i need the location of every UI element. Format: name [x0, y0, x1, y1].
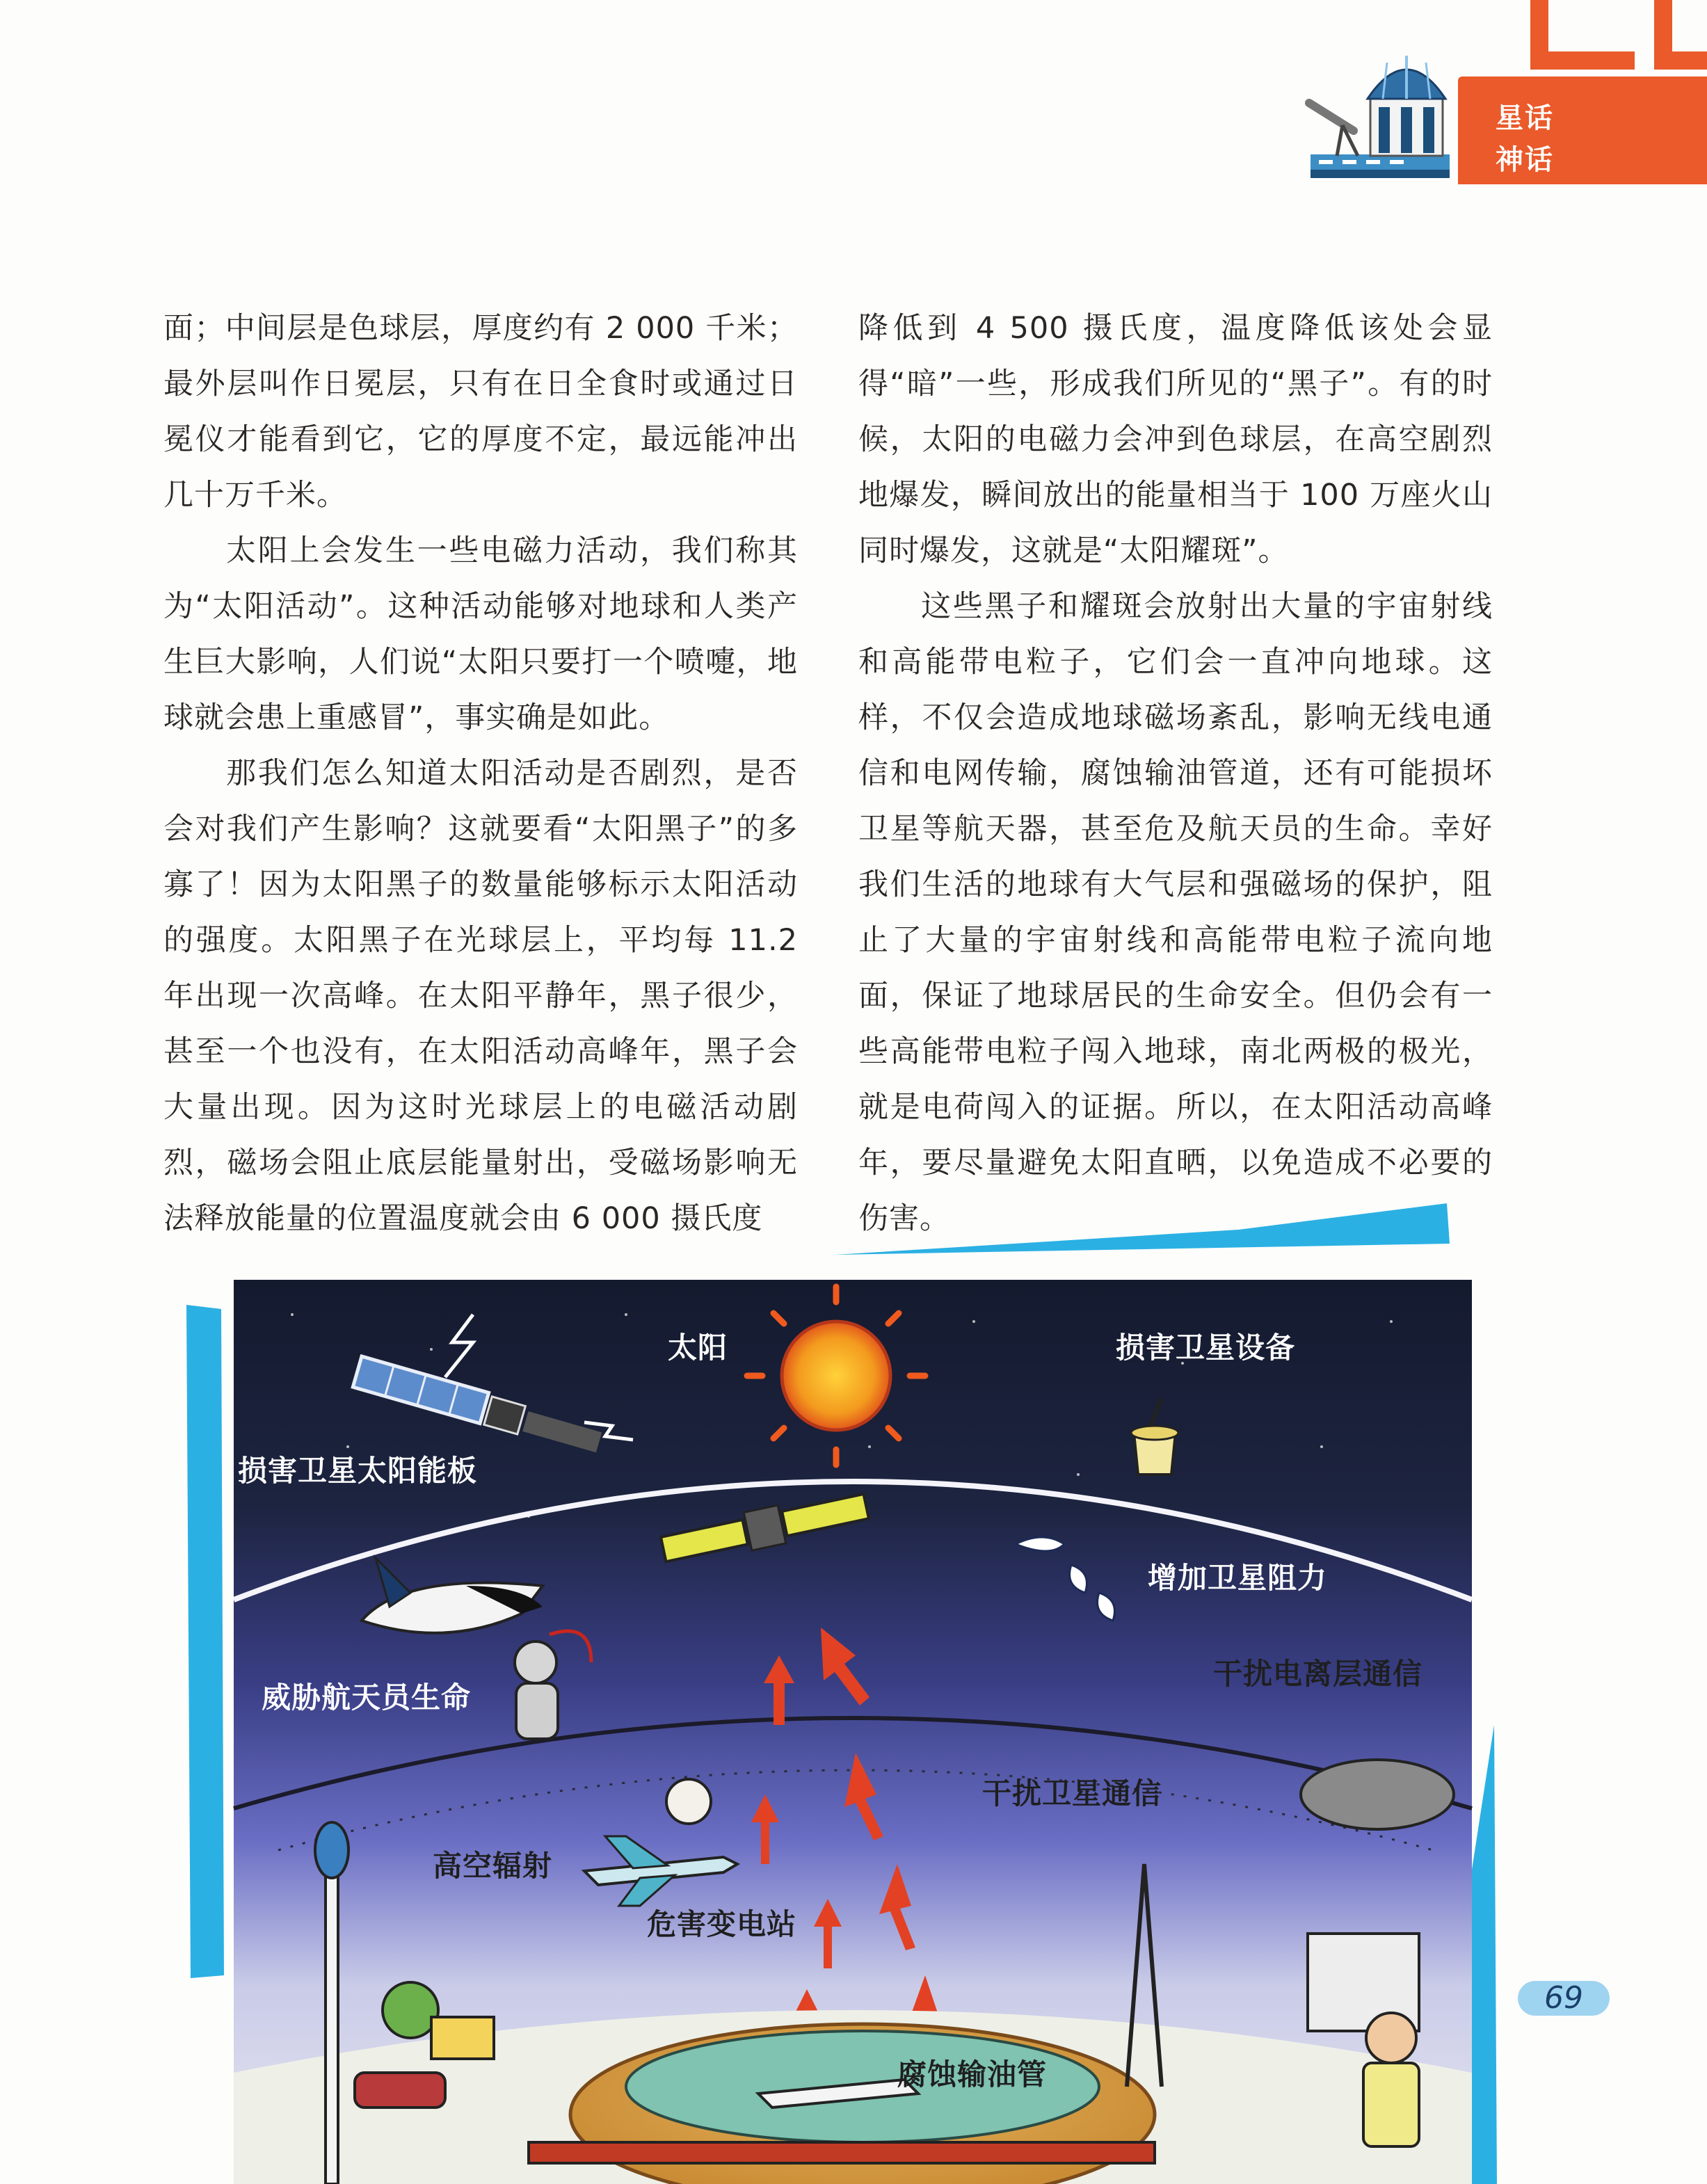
label-astronaut: 威胁航天员生命	[262, 1680, 472, 1715]
label-solar-panel: 损害卫星太阳能板	[238, 1454, 478, 1488]
text-column-right	[858, 300, 1493, 1246]
label-sat-comm: 干扰卫星通信	[982, 1776, 1162, 1810]
label-sun: 太阳	[668, 1331, 728, 1365]
label-substation: 危害变电站	[647, 1907, 797, 1941]
paragraph: 那我们怎么知道太阳活动是否剧烈，是否会对我们产生影响？这就要看“太阳黑子”的多寡了！因为太阳黑子的数量能够标示太阳活动的强度。太阳黑子在光球层上，平均每 11.2 年出现一次高峰。在太阳平静年，黑子很少，甚至一个也没有，在太阳活动高峰年，黑子会大量出现。因为这时光球层上的电磁活动剧烈，磁场会阻止底层能量射出，受磁场影响无法释放能量的位置温度就会由 6 000 摄氏度	[163, 756, 798, 1236]
paragraph: 太阳上会发生一些电磁力活动，我们称其为“太阳活动”。这种活动能够对地球和人类产生巨大影响，人们说“太阳只要打一个喷嚏，地球就会患上重感冒”，事实确是如此。	[163, 533, 798, 735]
label-radiation: 高空辐射	[433, 1849, 553, 1883]
paragraph: 降低到 4 500 摄氏度，温度降低该处会显得“暗”一些，形成我们所见的“黑子”。有的时候，太阳的电磁力会冲到色球层，在高空剧烈地爆发，瞬间放出的能量相当于 100 万座火山同时爆发，这就是“太阳耀斑”。	[858, 311, 1493, 568]
section-tab-line2: 神话	[1496, 144, 1554, 176]
text-column-left	[163, 300, 798, 1246]
page-number: 69	[1544, 1980, 1583, 2016]
label-pipeline: 腐蚀输油管	[897, 2057, 1048, 2091]
solar-activity-illustration	[0, 1238, 1707, 2184]
label-drag: 增加卫星阻力	[1148, 1561, 1328, 1595]
paragraph: 这些黑子和耀斑会放射出大量的宇宙射线和高能带电粒子，它们会一直冲向地球。这样，不仅会造成地球磁场紊乱，影响无线电通信和电网传输，腐蚀输油管道，还有可能损坏卫星等航天器，甚至危及航天员的生命。幸好我们生活的地球有大气层和强磁场的保护，阻止了大量的宇宙射线和高能带电粒子流向地面，保证了地球居民的生命安全。但仍会有一些高能带电粒子闯入地球，南北两极的极光，就是电荷闯入的证据。所以，在太阳活动高峰年，要尽量避免太阳直晒，以免造成不必要的伤害。	[858, 589, 1493, 1236]
label-satellite-equipment: 损害卫星设备	[1116, 1331, 1296, 1365]
section-tab-line1: 星话	[1496, 102, 1554, 134]
label-ionosphere: 干扰电离层通信	[1213, 1657, 1423, 1691]
observatory-telescope-icon	[1301, 49, 1468, 188]
paragraph: 面；中间层是色球层，厚度约有 2 000 千米；最外层叫作日冕层，只有在日全食时或通过日冕仪才能看到它，它的厚度不定，最远能冲出几十万千米。	[163, 311, 798, 513]
